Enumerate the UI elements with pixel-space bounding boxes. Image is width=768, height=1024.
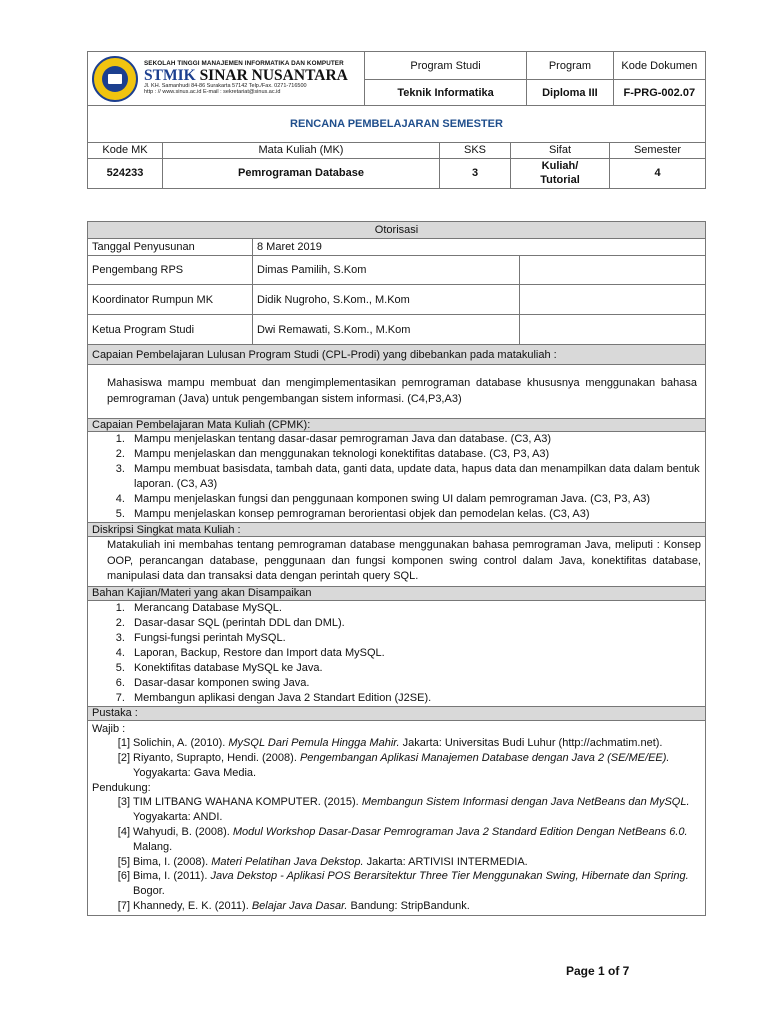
list-item: 3. Fungsi-fungsi perintah MySQL. (128, 631, 701, 646)
reference-title: Java Dekstop - Aplikasi POS Berarsitektur Three Tier Menggunakan Swing, Hibernate dan Spring. (210, 870, 689, 883)
bahan-heading: Bahan Kajian/Materi yang akan Disampaikan (88, 586, 706, 600)
cpl-text: Mahasiswa mampu membuat dan mengimplementasikan pemrograman database khususnya menggunakan bahasa pemrograman (Java) untuk pengembangan sistem informasi. (C4,P3,A3) (107, 377, 697, 405)
list-item: 4. Mampu menjelaskan fungsi dan penggunaan komponen swing UI dalam pemrograman Java. (C3, P3, A3) (128, 492, 701, 507)
cpl-heading: Capaian Pembelajaran Lulusan Program Studi (CPL-Prodi) yang dibebankan pada matakuliah : (88, 345, 706, 365)
col-kode-mk: Kode MK (88, 143, 163, 158)
list-item: 5. Mampu menjelaskan konsep pemrograman berorientasi objek dan pemodelan kelas. (C3, A3) (128, 507, 701, 522)
institution-address: Jl. KH. Samanhudi 84-86 Surakarta 57142 Telp./Fax. 0271-716500 (144, 83, 307, 90)
pendukung-list (92, 795, 701, 913)
reference-number: [4] (117, 826, 130, 839)
list-item: 1. Merancang Database MySQL. (128, 601, 701, 616)
deskripsi-text: Matakuliah ini membahas tentang pemrograman database menggunakan bahasa pemrograman Java, meliputi : Konsep OOP, perancangan database, penggunaan dan fungsi komponen swing control dalam Java, konektifitas database, manipulasi data dan transaksi data dengan perintah query SQL. (107, 539, 701, 582)
reference-item (92, 825, 701, 855)
list-item: 1. Mampu menjelaskan tentang dasar-dasar pemrograman Java dan database. (C3, A3) (128, 432, 701, 447)
koordinator-label: Koordinator Rumpun MK (88, 285, 253, 315)
logo-cell (88, 52, 365, 106)
pendukung-label: Pendukung: (92, 781, 151, 794)
ketua-signature (520, 315, 706, 345)
deskripsi-heading: Diskripsi Singkat mata Kuliah : (88, 523, 706, 537)
reference-item (92, 869, 701, 899)
col-mata-kuliah: Mata Kuliah (MK) (163, 143, 440, 158)
reference-item (92, 795, 701, 825)
course-table (88, 143, 705, 188)
pustaka-body (88, 720, 706, 915)
reference-title: Pengembangan Aplikasi Manajemen Database dengan Java 2 (SE/ME/EE). (299, 752, 670, 765)
institution-name: STMIK SINAR NUSANTARA (144, 66, 348, 84)
header-label-program: Program (527, 52, 613, 80)
otorisasi-heading: Otorisasi (88, 222, 706, 239)
list-item: 5. Konektifitas database MySQL ke Java. (128, 661, 701, 676)
reference-title: Modul Workshop Dasar-Dasar Pemrograman Java 2 Standard Edition Dengan NetBeans 6.0. (232, 826, 688, 839)
reference-title: MySQL Dari Pemula Hingga Mahir. (228, 737, 400, 750)
header-label-kode-dokumen: Kode Dokumen (613, 52, 705, 80)
reference-item (92, 855, 701, 870)
list-item: 2. Dasar-dasar SQL (perintah DDL dan DML). (128, 616, 701, 631)
reference-text: Bima, I. (2008). Materi Pelatihan Java Dekstop. Jakarta: ARTIVISI INTERMEDIA. (133, 855, 528, 868)
reference-text: Riyanto, Suprapto, Hendi. (2008). Pengembangan Aplikasi Manajemen Database dengan Java 2 (SE/ME/EE). Yogyakarta: Gava Media. (133, 752, 670, 779)
page-number: Page 1 of 7 (566, 964, 630, 978)
col-sifat: Sifat (511, 143, 610, 158)
col-sks: SKS (440, 143, 511, 158)
ketua-value: Dwi Remawati, S.Kom., M.Kom (253, 315, 520, 345)
col-semester: Semester (610, 143, 706, 158)
reference-number: [5] (117, 855, 130, 868)
reference-title: Belajar Java Dasar. (251, 900, 348, 913)
document-title: RENCANA PEMBELAJARAN SEMESTER (88, 106, 706, 143)
wajib-label: Wajib : (92, 722, 126, 735)
reference-text: Khannedy, E. K. (2011). Belajar Java Dasar. Bandung: StripBandunk. (133, 900, 470, 913)
pengembang-label: Pengembang RPS (88, 256, 253, 285)
kode-mk-value: 524233 (88, 158, 163, 188)
list-item: 3. Mampu membuat basisdata, tambah data, ganti data, update data, hapus data dan menampilkan data dalam bentuk laporan. (C3, A3) (128, 462, 701, 492)
tanggal-label: Tanggal Penyusunan (88, 239, 253, 256)
reference-item (92, 751, 701, 781)
koordinator-signature (520, 285, 706, 315)
cpmk-list (88, 432, 701, 522)
institution-subtitle: SEKOLAH TINGGI MANAJEMEN INFORMATIKA DAN KOMPUTER (144, 60, 344, 68)
pustaka-heading: Pustaka : (88, 706, 706, 720)
reference-number: [1] (117, 737, 130, 750)
list-item: 2. Mampu menjelaskan dan menggunakan teknologi konektifitas database. (C3, P3, A3) (128, 447, 701, 462)
list-item: 7. Membangun aplikasi dengan Java 2 Standart Edition (J2SE). (128, 691, 701, 706)
mata-kuliah-value: Pemrograman Database (163, 158, 440, 188)
cpmk-heading: Capaian Pembelajaran Mata Kuliah (CPMK): (88, 419, 706, 432)
reference-text: Solichin, A. (2010). MySQL Dari Pemula Hingga Mahir. Jakarta: Universitas Budi Luhur (http://achmatim.net). (133, 737, 663, 750)
pengembang-value: Dimas Pamilih, S.Kom (253, 256, 520, 285)
reference-number: [7] (117, 900, 130, 913)
header-kode-dokumen-value: F-PRG-002.07 (613, 80, 705, 106)
reference-number: [3] (117, 796, 130, 809)
reference-number: [6] (117, 870, 130, 883)
pengembang-signature (520, 256, 706, 285)
reference-title: Materi Pelatihan Java Dekstop. (211, 855, 364, 868)
institution-logo (92, 56, 360, 102)
koordinator-value: Didik Nugroho, S.Kom., M.Kom (253, 285, 520, 315)
rps-content-table (87, 221, 706, 916)
institution-contact: http : // www.sinus.ac.id E-mail : sekretariat@sinus.ac.id (144, 88, 281, 95)
reference-item (92, 736, 701, 751)
bahan-list (88, 601, 701, 706)
sks-value: 3 (440, 158, 511, 188)
reference-item (92, 899, 701, 914)
header-program-value: Diploma III (527, 80, 613, 106)
logo-seal-icon (92, 56, 138, 102)
sifat-value: Kuliah/ Tutorial (511, 158, 610, 188)
wajib-list (92, 736, 701, 780)
list-item: 6. Dasar-dasar komponen swing Java. (128, 676, 701, 691)
reference-text: Bima, I. (2011). Java Dekstop - Aplikasi POS Berarsitektur Three Tier Menggunakan Swing, Hibernate dan Spring. Bogor. (133, 870, 689, 898)
ketua-label: Ketua Program Studi (88, 315, 253, 345)
semester-value: 4 (610, 158, 706, 188)
reference-title: Membangun Sistem Informasi dengan Java NetBeans dan MySQL. (361, 796, 690, 809)
tanggal-value: 8 Maret 2019 (253, 239, 706, 256)
document-header (87, 51, 706, 189)
header-prodi-value: Teknik Informatika (364, 80, 526, 106)
reference-text: Wahyudi, B. (2008). Modul Workshop Dasar-Dasar Pemrograman Java 2 Standard Edition Dengan NetBeans 6.0. Malang. (133, 826, 688, 853)
reference-number: [2] (117, 752, 130, 765)
header-label-prodi: Program Studi (364, 52, 526, 80)
list-item: 4. Laporan, Backup, Restore dan Import data MySQL. (128, 646, 701, 661)
reference-text: TIM LITBANG WAHANA KOMPUTER. (2015). Membangun Sistem Informasi dengan Java NetBeans dan MySQL. Yogyakarta: ANDI. (133, 796, 690, 824)
